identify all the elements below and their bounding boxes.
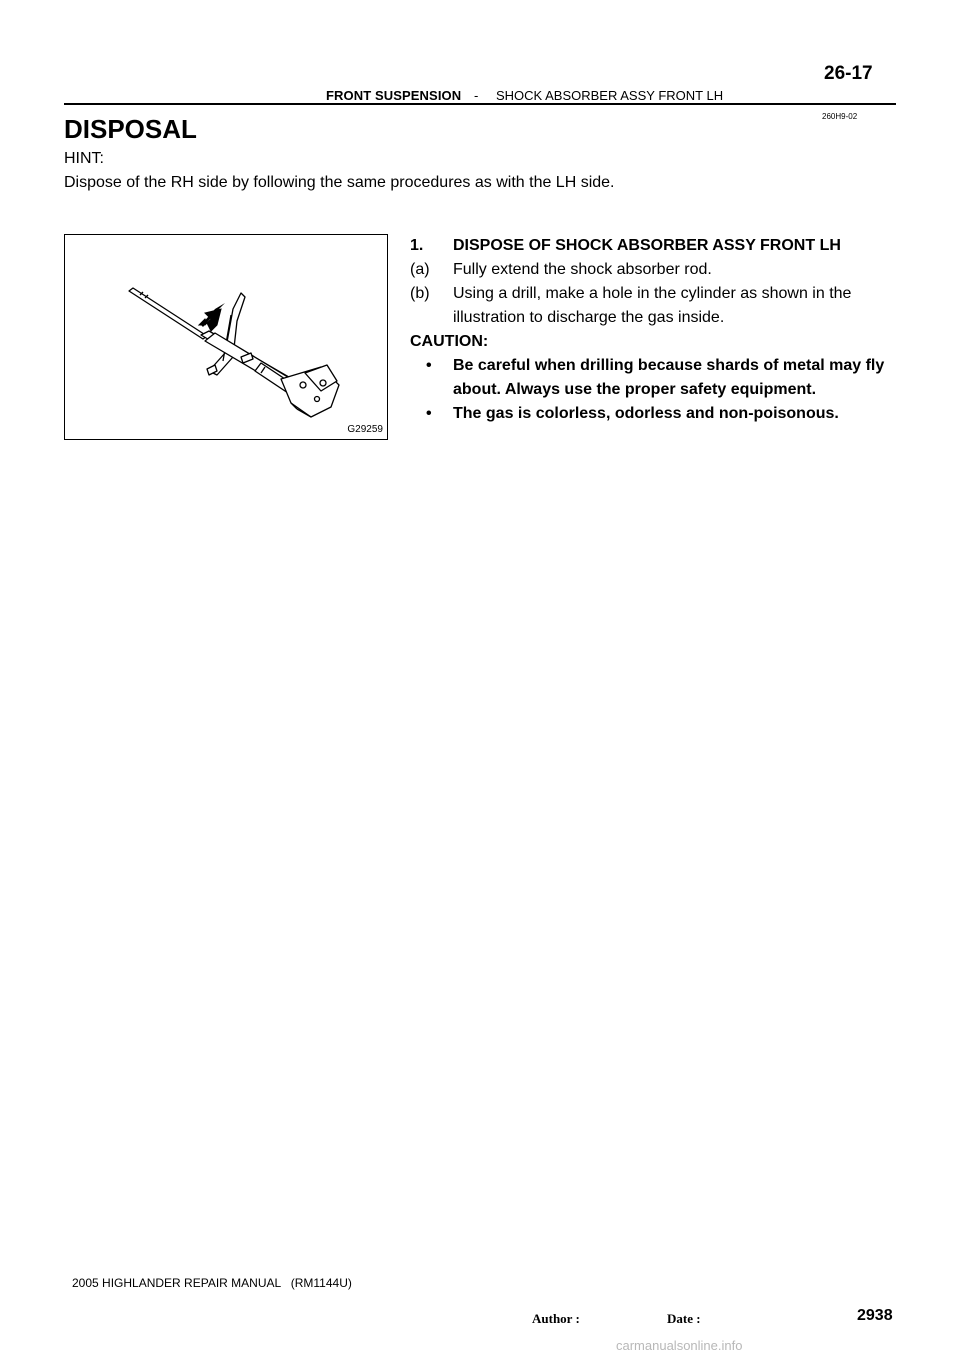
footer-date-label: Date :: [667, 1311, 701, 1326]
step-b-text: Using a drill, make a hole in the cylinder as shown in the illustration to discharge the gas inside.: [453, 285, 852, 326]
shock-absorber-figure: [64, 234, 388, 440]
step-1-title: DISPOSE OF SHOCK ABSORBER ASSY FRONT LH: [453, 237, 841, 254]
watermark-text[interactable]: carmanualsonline.info: [616, 1338, 743, 1353]
shock-absorber-illustration-icon: [65, 235, 387, 439]
step-a-text: Fully extend the shock absorber rod.: [453, 261, 712, 278]
header-topic: SHOCK ABSORBER ASSY FRONT LH: [496, 88, 724, 103]
footer-page-number: 2938: [857, 1307, 893, 1324]
header-section: FRONT SUSPENSION: [326, 88, 462, 103]
footer-manual-title: 2005 HIGHLANDER REPAIR MANUAL (RM1144U): [72, 1276, 352, 1290]
hint-label: HINT:: [64, 150, 104, 167]
figure-code: G29259: [347, 424, 383, 435]
step-b-label: (b): [410, 285, 430, 302]
caution-label: CAUTION:: [410, 333, 489, 350]
header-separator: -: [474, 88, 479, 103]
caution-item: The gas is colorless, odorless and non-poisonous.: [453, 405, 839, 422]
header-rule: [64, 103, 896, 105]
caution-item: Be careful when drilling because shards of metal may fly about. Always use the proper safety equipment.: [453, 357, 885, 398]
footer-author-label: Author :: [532, 1311, 580, 1326]
section-title: DISPOSAL: [64, 114, 197, 144]
bullet-icon: •: [426, 405, 432, 422]
step-a-label: (a): [410, 261, 430, 278]
hint-text: Dispose of the RH side by following the same procedures as with the LH side.: [64, 174, 615, 191]
document-code: 260H9-02: [822, 112, 858, 121]
page-number: 26-17: [824, 63, 873, 84]
step-1-number: 1.: [410, 237, 424, 254]
bullet-icon: •: [426, 357, 432, 374]
